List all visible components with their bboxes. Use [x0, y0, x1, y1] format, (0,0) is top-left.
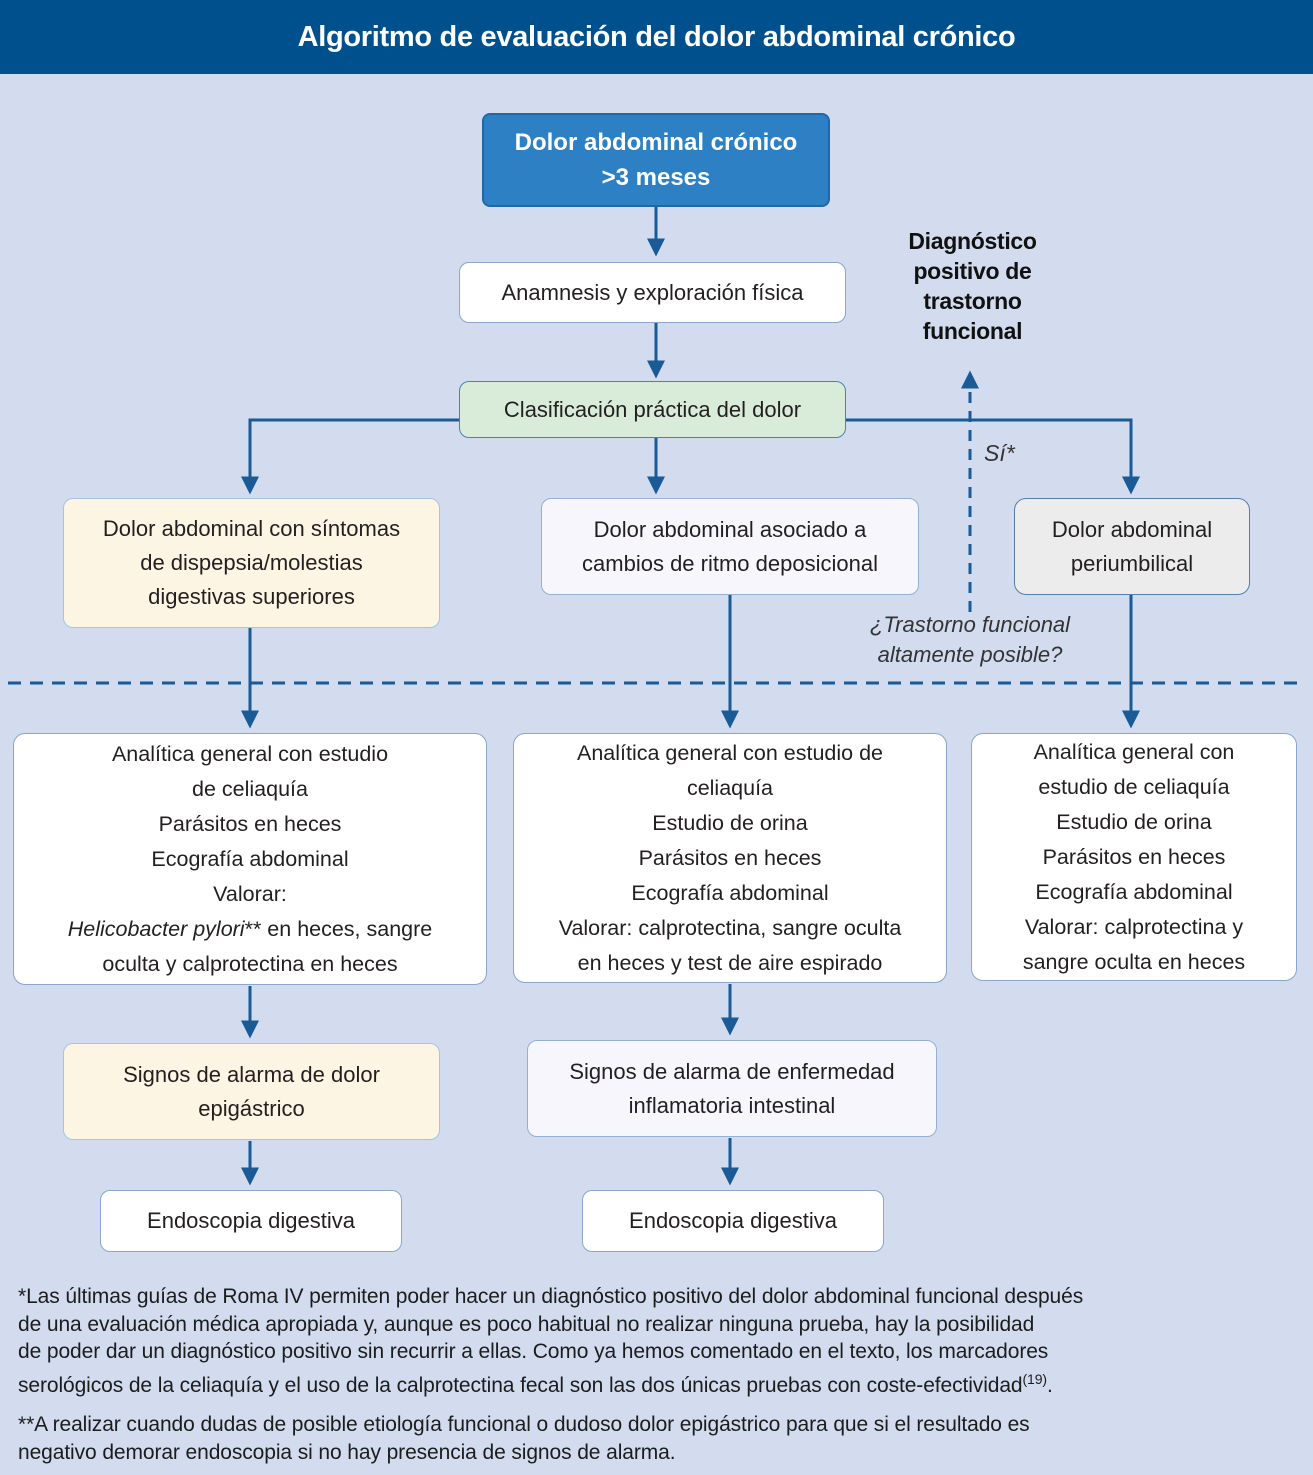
- node-detail-dispepsia: [13, 733, 487, 985]
- footnote-line: de una evaluación médica apropiada y, aunque es poco habitual no realizar ninguna prueba, hay la posibilidad: [18, 1312, 1035, 1336]
- node-line: inflamatoria intestinal: [628, 1092, 836, 1118]
- node-detail-periumbilical: [971, 733, 1297, 981]
- node-branch-periumbilical: [1014, 498, 1250, 595]
- node-line: periumbilical: [1070, 550, 1194, 576]
- node-line: Dolor abdominal: [1051, 516, 1213, 542]
- node-line: Ecografía abdominal: [151, 846, 349, 871]
- connector-clasificacion-to-dispepsia: [250, 420, 459, 490]
- label-line: funcional: [922, 318, 1023, 344]
- node-line: digestivas superiores: [148, 584, 355, 609]
- node-line: Valorar: calprotectina, sangre oculta: [558, 915, 902, 940]
- footnote-paragraph-2: [18, 1411, 1303, 1466]
- label-line: trastorno: [923, 288, 1022, 314]
- node-line: Valorar: calprotectina y: [1024, 914, 1244, 939]
- node-label: Anamnesis y exploración física: [501, 279, 804, 305]
- node-alarm-epigastrico: [63, 1043, 440, 1140]
- node-line: celiaquía: [686, 775, 774, 800]
- node-line: Parásitos en heces: [1042, 844, 1226, 869]
- label-line: altamente posible?: [877, 642, 1063, 667]
- helicobacter-italic-text: Helicobacter pylori: [67, 916, 245, 941]
- helicobacter-rest-text: ** en heces, sangre: [244, 916, 433, 941]
- node-line: epigástrico: [198, 1095, 305, 1121]
- node-label: Clasificación práctica del dolor: [503, 396, 802, 422]
- node-line: Signos de alarma de dolor: [123, 1061, 380, 1087]
- footnote-text: serológicos de la celiaquía y el uso de la calprotectina fecal son las dos únicas pruebas con coste-efectividad: [18, 1373, 1023, 1397]
- node-line: Dolor abdominal asociado a: [593, 516, 867, 542]
- node-line: Ecografía abdominal: [631, 880, 829, 905]
- node-line: Analítica general con estudio: [111, 741, 389, 766]
- node-line: oculta y calprotectina en heces: [102, 951, 398, 976]
- page-title: Algoritmo de evaluación del dolor abdominal crónico: [297, 20, 1016, 53]
- node-line: >3 meses: [601, 164, 711, 191]
- node-line: Ecografía abdominal: [1035, 879, 1233, 904]
- node-line: de celiaquía: [192, 776, 308, 801]
- label-line: Diagnóstico: [908, 228, 1037, 254]
- node-line-helicobacter: [68, 912, 433, 947]
- yes-label: Sí*: [984, 440, 1015, 466]
- footnote-line: **A realizar cuando dudas de posible etiología funcional o dudoso dolor epigástrico para que si el resultado es: [18, 1413, 1030, 1436]
- footnote-line-with-ref: [18, 1366, 1303, 1400]
- node-line: Analítica general con: [1033, 739, 1235, 764]
- functional-question-label: [830, 610, 1110, 670]
- footnotes: [18, 1283, 1303, 1466]
- node-line: de dispepsia/molestias: [140, 550, 363, 575]
- node-endoscopia-izq: [100, 1190, 402, 1252]
- footnote-period: .: [1047, 1373, 1053, 1397]
- label-line: positivo de: [913, 258, 1032, 284]
- footnote-line: negativo demorar endoscopia si no hay presencia de signos de alarma.: [18, 1440, 676, 1464]
- label-line: ¿Trastorno funcional: [869, 612, 1071, 637]
- node-branch-dispepsia: [63, 498, 440, 628]
- node-line: Parásitos en heces: [638, 845, 822, 870]
- node-line: sangre oculta en heces: [1022, 949, 1246, 974]
- node-line: estudio de celiaquía: [1038, 774, 1230, 799]
- node-clasificacion: [459, 381, 846, 438]
- node-line: Dolor abdominal crónico: [514, 129, 798, 156]
- node-label: Endoscopia digestiva: [147, 1208, 355, 1233]
- node-line: Parásitos en heces: [158, 811, 342, 836]
- node-detail-ritmo: [513, 733, 947, 983]
- node-label: Endoscopia digestiva: [629, 1208, 837, 1233]
- node-line: Valorar:: [213, 881, 287, 906]
- node-anamnesis: [459, 262, 846, 323]
- node-line: Signos de alarma de enfermedad: [569, 1058, 895, 1084]
- node-endoscopia-centro: [582, 1190, 884, 1252]
- footnote-line: *Las últimas guías de Roma IV permiten poder hacer un diagnóstico positivo del dolor abdominal funcional después: [18, 1285, 1084, 1308]
- node-line: Dolor abdominal con síntomas: [102, 516, 401, 541]
- node-line: cambios de ritmo deposicional: [582, 550, 878, 576]
- footnote-paragraph-1: [18, 1283, 1303, 1399]
- node-line: Analítica general con estudio de: [577, 740, 883, 765]
- footnote-line: de poder dar un diagnóstico positivo sin recurrir a ellas. Como ya hemos comentado en el texto, los marcadores: [18, 1340, 1049, 1363]
- functional-diagnosis-label: [880, 226, 1065, 346]
- node-branch-ritmo: [541, 498, 919, 595]
- node-alarm-eii: [527, 1040, 937, 1137]
- node-line: Estudio de orina: [652, 810, 808, 835]
- node-line: en heces y test de aire espirado: [577, 950, 883, 975]
- node-line: Estudio de orina: [1056, 809, 1212, 834]
- node-start: [482, 113, 830, 207]
- reference-superscript: (19): [1022, 1370, 1047, 1387]
